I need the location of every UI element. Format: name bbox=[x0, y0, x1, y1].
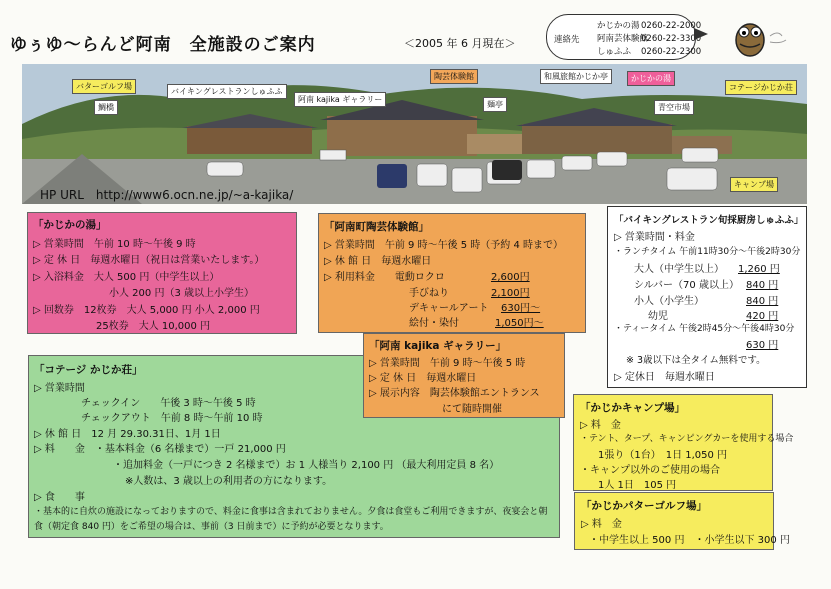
price: 2,100円 bbox=[491, 288, 530, 299]
info-line: 小人（小学生） bbox=[634, 296, 704, 307]
info-line: 幼児 bbox=[648, 311, 668, 322]
price: 840 円 bbox=[746, 296, 779, 307]
info-line: ・追加料金（一戸につき 2 名様まで）お 1 人様当り 2,100 円 （最大利用定員 8 名） bbox=[113, 460, 500, 471]
price: 1,050円～ bbox=[495, 318, 544, 329]
info-line: ・ティータイム 午後2時45分～午後4時30分 bbox=[614, 324, 795, 334]
photo-label-bridge: 鯛橋 bbox=[94, 100, 118, 115]
info-line: ▷ 営業時間・料金 bbox=[614, 232, 695, 243]
gallery-box bbox=[363, 333, 565, 418]
contact-name: かじかの湯 bbox=[597, 21, 640, 31]
info-line: ▷ 定 休 日 毎週水曜日（祝日は営業いたします。） bbox=[33, 255, 265, 266]
info-line: にて随時開催 bbox=[442, 404, 502, 415]
info-line: チェックアウト 午前 8 時～午前 10 時 bbox=[81, 413, 263, 424]
info-line: ▷ 休 館 日 毎週水曜日 bbox=[324, 256, 432, 267]
info-line: 食（朝定食 840 円）をご希望の場合は、事前（3 日前まで）に予約が必要となります。 bbox=[34, 522, 389, 532]
info-line: ▷ 料 金 bbox=[580, 420, 621, 431]
photo-label-market: 青空市場 bbox=[654, 100, 694, 115]
contact-tel: 0260-22-2300 bbox=[641, 47, 702, 57]
info-line: 1人 1日 105 円 bbox=[598, 480, 677, 491]
info-line: ・基本的に自炊の施設になっておりますので、料金に食事は含まれておりません。夕食は食堂もご利用できますが、夜宴会と朝 bbox=[34, 507, 548, 517]
photo-label-yu: かじかの湯 bbox=[627, 71, 675, 86]
info-line: ▷ 定 休 日 毎週水曜日 bbox=[369, 373, 477, 384]
section-title: 「かじかの湯」 bbox=[33, 219, 107, 231]
photo-label-tougei: 陶芸体験館 bbox=[430, 69, 478, 84]
photo-label-gallery: 阿南 kajika ギャラリー bbox=[294, 92, 386, 107]
contact-label: 連絡先 bbox=[554, 35, 580, 45]
info-line: 大人（中学生以上） bbox=[634, 264, 724, 275]
price: 420 円 bbox=[746, 311, 779, 322]
photo-label-golf: バターゴルフ場 bbox=[72, 79, 136, 94]
info-line: ・中学生以上 500 円 ・小学生以下 300 円 bbox=[589, 535, 790, 546]
tougei-box bbox=[318, 213, 586, 333]
section-title: 「阿南 kajika ギャラリー」 bbox=[369, 340, 507, 352]
info-line: ・キャンプ以外のご使用の場合 bbox=[580, 465, 720, 476]
info-line: 絵付・染付 bbox=[409, 318, 459, 329]
camp-box bbox=[573, 394, 794, 491]
info-line: デキャールアート bbox=[409, 303, 489, 314]
kajika-yu-box bbox=[27, 212, 297, 334]
info-line: ▷ 展示内容 陶芸体験館エントランス bbox=[369, 388, 540, 399]
info-line: ▷ 回数券 12枚券 大人 5,000 円 小人 2,000 円 bbox=[33, 305, 260, 316]
contact-tel: 0260-22-2000 bbox=[641, 21, 702, 31]
page-title: ゆぅゆ～らんど阿南 全施設のご案内 bbox=[10, 35, 316, 55]
info-line: ▷ 営業時間 bbox=[34, 383, 85, 394]
photo-label-mentei: 麺亭 bbox=[483, 97, 507, 112]
bubble-tail bbox=[694, 28, 708, 40]
golf-box bbox=[574, 492, 790, 550]
photo-label-cottage: コテージかじか荘 bbox=[725, 80, 797, 95]
price: 630円～ bbox=[501, 303, 541, 314]
contact-name: 阿南芸体験館 bbox=[597, 34, 649, 44]
photo-label-restaurant: バイキングレストランしゅふふ bbox=[167, 84, 287, 99]
info-line: ▷ 利用料金 電動ロクロ bbox=[324, 272, 445, 283]
date-label: ＜2005 年 6 月現在＞ bbox=[404, 37, 516, 50]
shufufu-box bbox=[607, 206, 807, 388]
facility-photo bbox=[22, 64, 807, 204]
info-line: 小人 200 円（3 歳以上小学生） bbox=[109, 288, 254, 299]
fish-mascot-icon bbox=[726, 14, 796, 60]
section-title: 「コテージ かじか荘」 bbox=[34, 364, 143, 376]
info-line: チェックイン 午後 3 時～午後 5 時 bbox=[81, 398, 256, 409]
info-line: ▷ 営業時間 午前 10 時～午後 9 時 bbox=[33, 239, 196, 250]
info-line: ▷ 料 金 bbox=[581, 519, 622, 530]
info-line: ・ランチタイム 午前11時30分～午後2時30分 bbox=[614, 247, 801, 257]
contact-tel: 0260-22-3300 bbox=[641, 34, 702, 44]
info-line: ▷ 入浴料金 大人 500 円（中学生以上） bbox=[33, 272, 220, 283]
info-line: ▷ 営業時間 午前 9 時～午後 5 時（予約 4 時まで） bbox=[324, 240, 564, 251]
info-line: 手びねり bbox=[409, 288, 449, 299]
info-line: ▷ 定休日 毎週水曜日 bbox=[614, 372, 715, 383]
section-title: 「かじかパターゴルフ場」 bbox=[581, 500, 707, 512]
price: 2,600円 bbox=[491, 272, 530, 283]
section-title: 「阿南町陶芸体験館」 bbox=[324, 221, 429, 233]
contact-bubble bbox=[546, 14, 702, 60]
section-title: 「バイキングレストラン旬採厨房しゅふふ」 bbox=[614, 215, 804, 226]
contact-row bbox=[597, 19, 701, 31]
homepage-url[interactable]: HP URL http://www6.ocn.ne.jp/~a-kajika/ bbox=[40, 188, 294, 202]
info-line: ▷ 営業時間 午前 9 時～午後 5 時 bbox=[369, 358, 526, 369]
price: 630 円 bbox=[746, 340, 779, 351]
info-line: ▷ 料 金 ・基本料金（6 名様まで）一戸 21,000 円 bbox=[34, 444, 286, 455]
info-line: 25枚券 大人 10,000 円 bbox=[96, 321, 211, 332]
info-line: ▷ 休 館 日 12 月 29.30.31日、1月 1日 bbox=[34, 429, 221, 440]
price: 840 円 bbox=[746, 280, 779, 291]
info-line: ※ 3歳以下は全タイム無料です。 bbox=[626, 355, 766, 366]
info-line: 1張り（1台） 1日 1,050 円 bbox=[598, 450, 728, 461]
info-line: ・テント、タープ、キャンピングカーを使用する場合 bbox=[580, 434, 794, 444]
photo-label-camp: キャンプ場 bbox=[730, 177, 778, 192]
contact-row bbox=[597, 32, 701, 44]
price: 1,260 円 bbox=[738, 264, 780, 275]
section-title: 「かじかキャンプ場」 bbox=[580, 402, 685, 414]
info-line: シルバー（70 歳以上） bbox=[634, 280, 739, 291]
photo-label-kajikatei: 和風旅館かじか亭 bbox=[540, 69, 612, 84]
info-line: ※人数は、3 歳以上の利用者の方になります。 bbox=[125, 476, 333, 487]
facility-photo-image bbox=[22, 64, 807, 204]
contact-row bbox=[597, 45, 701, 57]
contact-name: しゅふふ bbox=[597, 47, 632, 57]
info-line: ▷ 食 事 bbox=[34, 492, 85, 503]
